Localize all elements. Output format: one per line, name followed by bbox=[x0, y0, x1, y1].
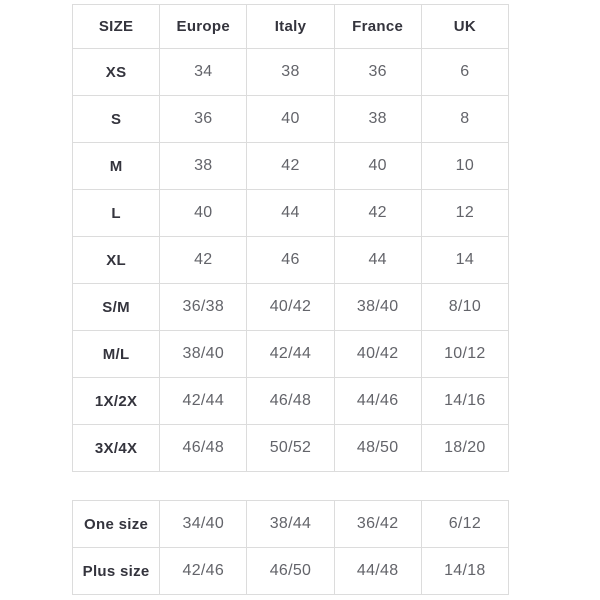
size-value-cell: 36/38 bbox=[160, 284, 247, 331]
size-value-cell: 38 bbox=[334, 96, 421, 143]
size-value-cell: 42/44 bbox=[247, 331, 334, 378]
column-header: UK bbox=[421, 5, 508, 49]
size-label-cell: M bbox=[73, 143, 160, 190]
size-value-cell: 50/52 bbox=[247, 425, 334, 472]
size-value-cell: 6/12 bbox=[421, 501, 508, 548]
table-row bbox=[73, 548, 509, 595]
table-row bbox=[73, 501, 509, 548]
size-value-cell: 14/16 bbox=[421, 378, 508, 425]
column-header: Italy bbox=[247, 5, 334, 49]
size-label-cell: Plus size bbox=[73, 548, 160, 595]
size-conversion-table bbox=[72, 4, 509, 472]
size-value-cell: 40/42 bbox=[334, 331, 421, 378]
size-value-cell: 8 bbox=[421, 96, 508, 143]
size-value-cell: 40 bbox=[160, 190, 247, 237]
special-sizes-table-body bbox=[73, 501, 509, 595]
size-value-cell: 36/42 bbox=[334, 501, 421, 548]
size-label-cell: XL bbox=[73, 237, 160, 284]
size-value-cell: 46/50 bbox=[247, 548, 334, 595]
size-value-cell: 42/46 bbox=[160, 548, 247, 595]
special-sizes-table bbox=[72, 500, 509, 595]
header-row bbox=[73, 5, 509, 49]
size-value-cell: 42 bbox=[247, 143, 334, 190]
size-value-cell: 36 bbox=[334, 49, 421, 96]
size-label-cell: S bbox=[73, 96, 160, 143]
size-value-cell: 12 bbox=[421, 190, 508, 237]
table-row bbox=[73, 237, 509, 284]
size-value-cell: 14/18 bbox=[421, 548, 508, 595]
size-conversion-table-header bbox=[73, 5, 509, 49]
size-value-cell: 44/48 bbox=[334, 548, 421, 595]
table-row bbox=[73, 96, 509, 143]
size-value-cell: 34/40 bbox=[160, 501, 247, 548]
size-value-cell: 38/40 bbox=[334, 284, 421, 331]
size-value-cell: 44 bbox=[334, 237, 421, 284]
size-label-cell: 1X/2X bbox=[73, 378, 160, 425]
size-value-cell: 38/40 bbox=[160, 331, 247, 378]
table-row bbox=[73, 143, 509, 190]
size-value-cell: 34 bbox=[160, 49, 247, 96]
column-header: SIZE bbox=[73, 5, 160, 49]
size-value-cell: 44/46 bbox=[334, 378, 421, 425]
size-value-cell: 38/44 bbox=[247, 501, 334, 548]
size-value-cell: 18/20 bbox=[421, 425, 508, 472]
size-value-cell: 46/48 bbox=[160, 425, 247, 472]
size-value-cell: 6 bbox=[421, 49, 508, 96]
column-header: France bbox=[334, 5, 421, 49]
size-value-cell: 48/50 bbox=[334, 425, 421, 472]
column-header: Europe bbox=[160, 5, 247, 49]
size-label-cell: L bbox=[73, 190, 160, 237]
table-row bbox=[73, 284, 509, 331]
size-value-cell: 46/48 bbox=[247, 378, 334, 425]
size-label-cell: XS bbox=[73, 49, 160, 96]
size-value-cell: 44 bbox=[247, 190, 334, 237]
size-value-cell: 46 bbox=[247, 237, 334, 284]
table-row bbox=[73, 190, 509, 237]
size-label-cell: M/L bbox=[73, 331, 160, 378]
size-value-cell: 40/42 bbox=[247, 284, 334, 331]
table-row bbox=[73, 425, 509, 472]
size-value-cell: 10/12 bbox=[421, 331, 508, 378]
size-value-cell: 40 bbox=[247, 96, 334, 143]
size-value-cell: 8/10 bbox=[421, 284, 508, 331]
size-label-cell: S/M bbox=[73, 284, 160, 331]
size-label-cell: 3X/4X bbox=[73, 425, 160, 472]
size-value-cell: 40 bbox=[334, 143, 421, 190]
size-value-cell: 42 bbox=[160, 237, 247, 284]
size-value-cell: 42 bbox=[334, 190, 421, 237]
size-value-cell: 38 bbox=[160, 143, 247, 190]
size-value-cell: 10 bbox=[421, 143, 508, 190]
size-value-cell: 42/44 bbox=[160, 378, 247, 425]
size-value-cell: 38 bbox=[247, 49, 334, 96]
table-row bbox=[73, 331, 509, 378]
table-row bbox=[73, 49, 509, 96]
size-value-cell: 14 bbox=[421, 237, 508, 284]
size-conversion-table-body bbox=[73, 49, 509, 472]
size-value-cell: 36 bbox=[160, 96, 247, 143]
size-label-cell: One size bbox=[73, 501, 160, 548]
table-row bbox=[73, 378, 509, 425]
